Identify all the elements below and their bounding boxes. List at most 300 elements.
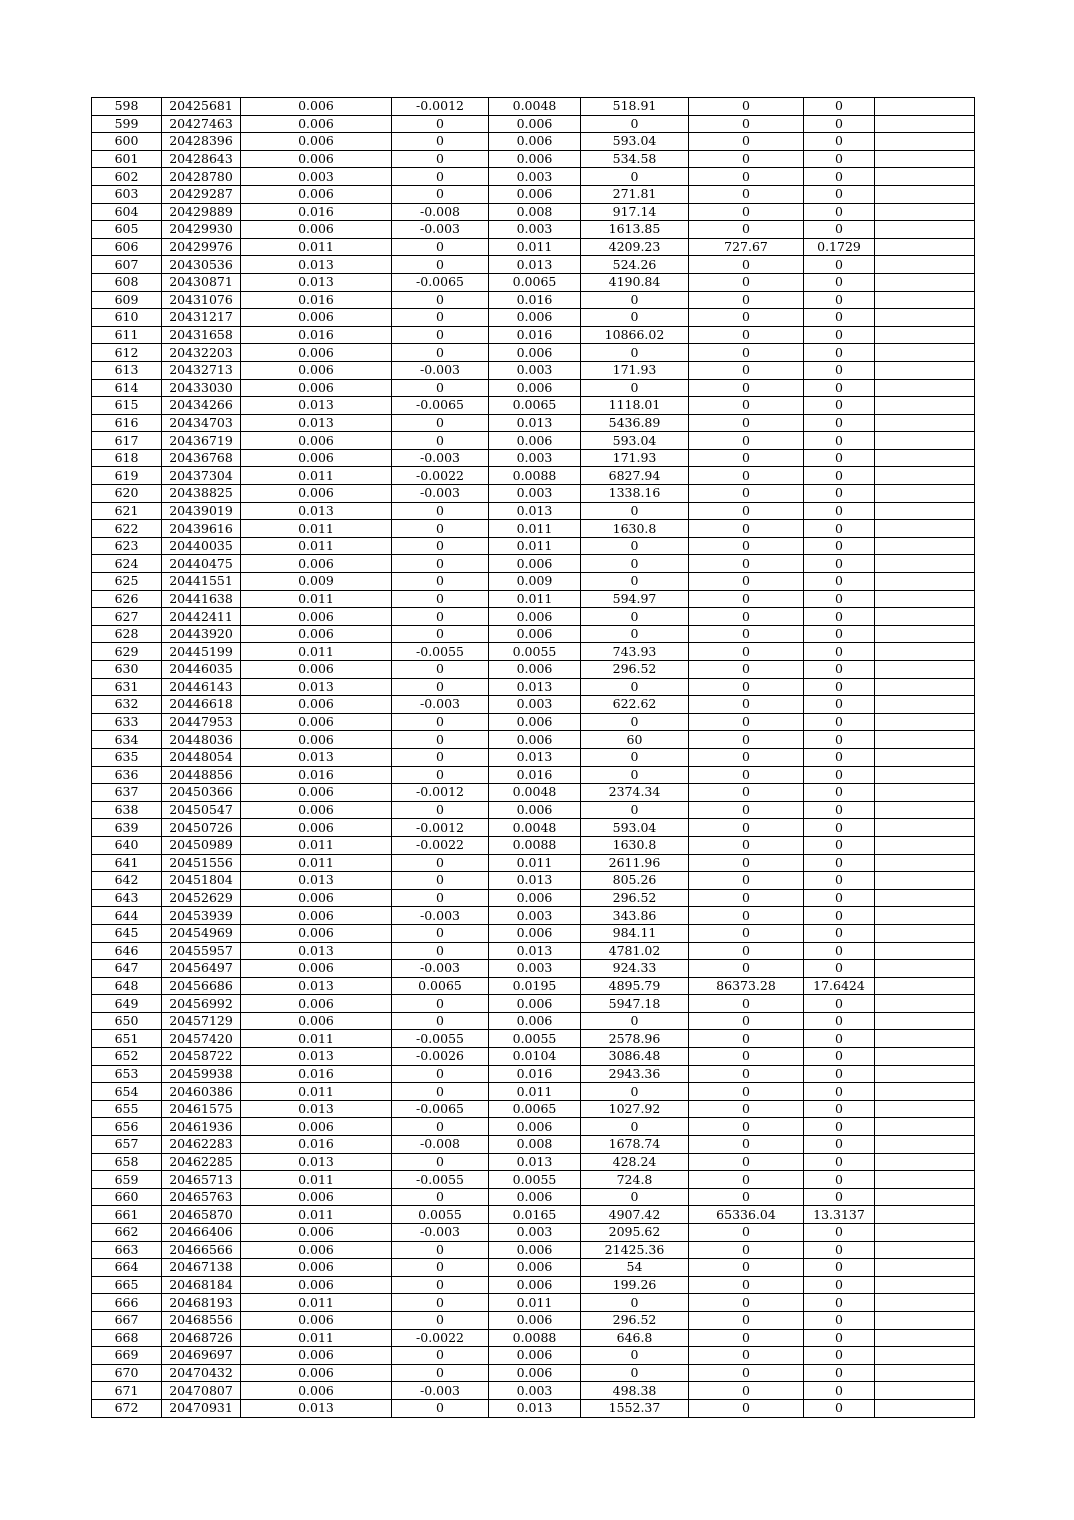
table-cell	[875, 397, 975, 415]
table-cell: 653	[92, 1065, 162, 1083]
table-cell: 0	[392, 326, 489, 344]
table-cell: 0	[689, 748, 804, 766]
table-cell: 618	[92, 449, 162, 467]
table-row	[92, 924, 975, 942]
table-cell: 0.013	[489, 678, 581, 696]
table-cell	[875, 1206, 975, 1224]
table-cell: 667	[92, 1311, 162, 1329]
table-cell: 0	[689, 1347, 804, 1365]
table-cell: 0	[581, 1118, 689, 1136]
table-cell: 0	[392, 731, 489, 749]
table-cell: 0	[689, 1259, 804, 1277]
table-cell: 0	[804, 643, 875, 661]
table-cell: 0.013	[489, 1399, 581, 1417]
table-cell: 624	[92, 555, 162, 573]
table-cell: 20431658	[162, 326, 241, 344]
table-cell: 0.006	[489, 731, 581, 749]
table-cell: 0	[689, 872, 804, 890]
table-row	[92, 872, 975, 890]
table-cell: 0	[392, 573, 489, 591]
table-cell: 0	[392, 1188, 489, 1206]
table-cell: 20469697	[162, 1347, 241, 1365]
table-cell: 428.24	[581, 1153, 689, 1171]
table-cell: 0.006	[241, 889, 392, 907]
table-cell: 20429976	[162, 238, 241, 256]
table-cell: 0.013	[241, 942, 392, 960]
table-row	[92, 1276, 975, 1294]
table-cell	[875, 1048, 975, 1066]
table-row	[92, 397, 975, 415]
table-cell	[875, 1171, 975, 1189]
table-cell: 0.006	[241, 1224, 392, 1242]
table-row	[92, 819, 975, 837]
table-cell: 0.0088	[489, 1329, 581, 1347]
table-cell: 633	[92, 713, 162, 731]
table-cell: 630	[92, 661, 162, 679]
table-cell: 0	[689, 485, 804, 503]
table-cell: 0	[581, 608, 689, 626]
table-row	[92, 1100, 975, 1118]
table-cell: 724.8	[581, 1171, 689, 1189]
table-cell: 0.011	[489, 520, 581, 538]
table-cell: 0.013	[489, 942, 581, 960]
table-row	[92, 344, 975, 362]
table-cell: 643	[92, 889, 162, 907]
table-cell: 0.011	[489, 590, 581, 608]
table-row	[92, 133, 975, 151]
table-cell: 602	[92, 168, 162, 186]
table-cell: 20430536	[162, 256, 241, 274]
table-row	[92, 168, 975, 186]
table-cell: 4209.23	[581, 238, 689, 256]
table-cell: 20437304	[162, 467, 241, 485]
table-cell: 607	[92, 256, 162, 274]
table-cell: 611	[92, 326, 162, 344]
table-cell: 0	[392, 942, 489, 960]
table-cell: 0.006	[241, 133, 392, 151]
table-cell: 20462283	[162, 1136, 241, 1154]
table-cell: 171.93	[581, 361, 689, 379]
table-cell: 171.93	[581, 449, 689, 467]
table-cell: 20458722	[162, 1048, 241, 1066]
table-cell: -0.003	[392, 1382, 489, 1400]
table-cell: 0.011	[489, 537, 581, 555]
table-cell: 606	[92, 238, 162, 256]
table-cell	[875, 1311, 975, 1329]
table-cell: 0	[392, 801, 489, 819]
table-cell: 628	[92, 625, 162, 643]
table-cell: 593.04	[581, 133, 689, 151]
table-row	[92, 326, 975, 344]
table-cell: 20468556	[162, 1311, 241, 1329]
table-cell: 0.013	[489, 872, 581, 890]
table-cell: 0	[392, 238, 489, 256]
table-cell: 0.0048	[489, 819, 581, 837]
table-cell: 0	[581, 1188, 689, 1206]
table-cell: 636	[92, 766, 162, 784]
table-row	[92, 836, 975, 854]
table-cell: 0	[689, 678, 804, 696]
table-cell	[875, 256, 975, 274]
table-row	[92, 573, 975, 591]
table-cell: 658	[92, 1153, 162, 1171]
table-cell: 660	[92, 1188, 162, 1206]
table-cell: 2374.34	[581, 784, 689, 802]
table-cell: 20434703	[162, 414, 241, 432]
table-cell: 617	[92, 432, 162, 450]
table-cell: 672	[92, 1399, 162, 1417]
table-cell: 0	[581, 555, 689, 573]
table-cell: 20446035	[162, 661, 241, 679]
table-cell: 0.0055	[489, 1171, 581, 1189]
table-cell	[875, 1364, 975, 1382]
table-cell	[875, 98, 975, 116]
table-cell: 0.009	[241, 573, 392, 591]
table-cell: 0.0065	[392, 977, 489, 995]
table-cell: 0	[689, 907, 804, 925]
table-row	[92, 150, 975, 168]
table-row	[92, 942, 975, 960]
table-cell: -0.0065	[392, 397, 489, 415]
table-cell: 805.26	[581, 872, 689, 890]
table-cell: 610	[92, 309, 162, 327]
table-cell: 0	[689, 379, 804, 397]
table-cell: 0	[804, 291, 875, 309]
table-cell: 0	[581, 379, 689, 397]
table-cell: 0	[392, 133, 489, 151]
table-cell: 0	[689, 273, 804, 291]
table-cell	[875, 1382, 975, 1400]
table-cell: 642	[92, 872, 162, 890]
table-cell: 13.3137	[804, 1206, 875, 1224]
table-cell: 0.006	[489, 661, 581, 679]
table-cell: 0.013	[241, 256, 392, 274]
table-cell: 20461936	[162, 1118, 241, 1136]
table-cell: 20446143	[162, 678, 241, 696]
table-row	[92, 221, 975, 239]
table-cell: 0.006	[489, 379, 581, 397]
table-cell: 625	[92, 573, 162, 591]
table-cell: 3086.48	[581, 1048, 689, 1066]
table-cell: 0	[581, 748, 689, 766]
table-cell: 0.013	[489, 414, 581, 432]
table-cell: 0	[689, 1224, 804, 1242]
table-cell: 20428643	[162, 150, 241, 168]
table-cell: 0.0055	[489, 1030, 581, 1048]
table-cell: -0.0012	[392, 784, 489, 802]
table-cell: 0	[804, 150, 875, 168]
table-cell: 0.011	[241, 467, 392, 485]
table-cell: 0.0048	[489, 784, 581, 802]
table-cell: 0.0088	[489, 467, 581, 485]
table-cell: 0	[804, 1329, 875, 1347]
table-cell: 0	[689, 309, 804, 327]
table-cell: 0.006	[489, 1241, 581, 1259]
table-cell: 0	[689, 643, 804, 661]
table-cell: 20445199	[162, 643, 241, 661]
table-cell: 0.006	[489, 133, 581, 151]
table-cell: 296.52	[581, 1311, 689, 1329]
table-cell: 0.011	[241, 836, 392, 854]
table-cell: 0.006	[489, 1118, 581, 1136]
table-cell: 0	[804, 449, 875, 467]
table-cell: 0	[689, 1382, 804, 1400]
table-cell: 296.52	[581, 889, 689, 907]
table-cell: -0.0055	[392, 643, 489, 661]
table-cell	[875, 889, 975, 907]
table-cell: 0	[392, 1311, 489, 1329]
table-cell: 0	[392, 1259, 489, 1277]
table-row	[92, 907, 975, 925]
table-cell: 0	[581, 1347, 689, 1365]
table-row	[92, 1294, 975, 1312]
table-cell: 1678.74	[581, 1136, 689, 1154]
table-cell: 0	[392, 150, 489, 168]
table-cell: 0.011	[489, 1294, 581, 1312]
table-cell: 0	[689, 98, 804, 116]
table-cell: 0	[392, 168, 489, 186]
table-cell: 0	[689, 1100, 804, 1118]
table-cell: 0	[804, 766, 875, 784]
table-cell: 0.006	[241, 1241, 392, 1259]
table-cell: 0	[392, 889, 489, 907]
table-cell: 2095.62	[581, 1224, 689, 1242]
table-cell: 20433030	[162, 379, 241, 397]
table-cell: 0.016	[241, 326, 392, 344]
table-cell: 20436768	[162, 449, 241, 467]
table-cell: 0	[392, 555, 489, 573]
table-cell: 0.013	[241, 1100, 392, 1118]
table-cell	[875, 361, 975, 379]
table-cell: 20450989	[162, 836, 241, 854]
table-cell: 0	[804, 326, 875, 344]
table-cell: -0.003	[392, 1224, 489, 1242]
table-cell: 0	[392, 854, 489, 872]
table-cell: 0	[392, 185, 489, 203]
table-cell: 0	[689, 1294, 804, 1312]
table-cell: 1027.92	[581, 1100, 689, 1118]
table-cell: 0	[689, 1083, 804, 1101]
table-cell: 1613.85	[581, 221, 689, 239]
table-cell: 0.013	[241, 748, 392, 766]
table-cell	[875, 379, 975, 397]
table-cell: 0.0104	[489, 1048, 581, 1066]
table-cell: 0.006	[489, 995, 581, 1013]
table-cell: 0	[392, 309, 489, 327]
table-cell: 0.006	[241, 713, 392, 731]
table-cell: 20457129	[162, 1012, 241, 1030]
table-row	[92, 555, 975, 573]
table-cell: 10866.02	[581, 326, 689, 344]
table-row	[92, 1012, 975, 1030]
table-cell	[875, 537, 975, 555]
table-cell	[875, 1083, 975, 1101]
table-cell	[875, 1136, 975, 1154]
table-cell: 0	[392, 537, 489, 555]
table-cell	[875, 942, 975, 960]
table-cell: 655	[92, 1100, 162, 1118]
table-cell: 0	[392, 766, 489, 784]
table-cell	[875, 907, 975, 925]
table-cell: 0.011	[241, 537, 392, 555]
table-cell: 0	[689, 766, 804, 784]
table-cell	[875, 1118, 975, 1136]
table-cell: 0.006	[241, 1311, 392, 1329]
table-cell: 622	[92, 520, 162, 538]
table-cell: 0.006	[489, 150, 581, 168]
table-cell	[875, 291, 975, 309]
table-cell	[875, 977, 975, 995]
table-cell	[875, 1294, 975, 1312]
table-cell: 0	[689, 344, 804, 362]
table-cell: 638	[92, 801, 162, 819]
table-cell: 0.013	[241, 1399, 392, 1417]
table-row	[92, 1206, 975, 1224]
table-cell: 0	[804, 836, 875, 854]
table-cell: 0.011	[241, 1206, 392, 1224]
table-cell: 0.003	[489, 449, 581, 467]
table-cell: 0	[581, 625, 689, 643]
table-cell	[875, 1259, 975, 1277]
table-cell	[875, 696, 975, 714]
table-cell: 0	[392, 1399, 489, 1417]
table-cell: 524.26	[581, 256, 689, 274]
table-cell	[875, 432, 975, 450]
table-cell: 296.52	[581, 661, 689, 679]
table-cell: 0	[689, 221, 804, 239]
table-row	[92, 713, 975, 731]
table-cell	[875, 449, 975, 467]
table-cell	[875, 133, 975, 151]
table-cell: 669	[92, 1347, 162, 1365]
table-cell: 727.67	[689, 238, 804, 256]
table-cell: 644	[92, 907, 162, 925]
table-cell: 0	[392, 1012, 489, 1030]
table-cell: 0.006	[241, 960, 392, 978]
table-cell	[875, 273, 975, 291]
table-cell: 656	[92, 1118, 162, 1136]
table-cell: 0	[689, 115, 804, 133]
table-cell: 641	[92, 854, 162, 872]
table-cell: 0	[689, 1364, 804, 1382]
table-cell: -0.003	[392, 221, 489, 239]
table-cell: 0	[804, 98, 875, 116]
table-cell: 0	[689, 1136, 804, 1154]
table-cell	[875, 1012, 975, 1030]
table-cell: 0.006	[489, 185, 581, 203]
table-cell	[875, 1276, 975, 1294]
table-cell: 0.0055	[489, 643, 581, 661]
table-cell: 0	[804, 573, 875, 591]
table-cell: 0	[804, 784, 875, 802]
table-cell: 20460386	[162, 1083, 241, 1101]
table-cell: 0	[804, 854, 875, 872]
table-cell: 0.006	[241, 115, 392, 133]
table-cell: 0	[689, 185, 804, 203]
table-cell: 608	[92, 273, 162, 291]
table-cell	[875, 1347, 975, 1365]
table-cell: 20448856	[162, 766, 241, 784]
table-cell	[875, 1065, 975, 1083]
table-cell: 0.003	[489, 696, 581, 714]
table-cell: 0	[689, 1065, 804, 1083]
table-cell: 604	[92, 203, 162, 221]
table-cell: 0.013	[241, 1153, 392, 1171]
table-cell: 0	[689, 326, 804, 344]
table-row	[92, 1118, 975, 1136]
table-cell: 0.006	[241, 661, 392, 679]
table-cell: 0	[689, 520, 804, 538]
table-cell: 0	[804, 872, 875, 890]
table-cell: 0.006	[489, 115, 581, 133]
table-cell: 20451804	[162, 872, 241, 890]
table-cell: 0	[804, 1100, 875, 1118]
table-cell: 0	[804, 1083, 875, 1101]
table-cell: 0.006	[241, 1188, 392, 1206]
table-cell: 0.003	[241, 168, 392, 186]
table-cell: 0	[689, 1241, 804, 1259]
table-cell: 917.14	[581, 203, 689, 221]
table-cell	[875, 960, 975, 978]
table-cell: 0	[689, 801, 804, 819]
table-cell: 616	[92, 414, 162, 432]
table-cell: 0	[804, 361, 875, 379]
table-row	[92, 731, 975, 749]
table-cell: 0.006	[489, 1188, 581, 1206]
table-row	[92, 1311, 975, 1329]
table-cell: 635	[92, 748, 162, 766]
table-cell: 0	[689, 819, 804, 837]
table-cell	[875, 784, 975, 802]
table-cell: 0	[392, 678, 489, 696]
table-cell: 649	[92, 995, 162, 1013]
table-cell: 0	[689, 449, 804, 467]
table-cell: 0.006	[241, 185, 392, 203]
table-cell: 20470807	[162, 1382, 241, 1400]
table-cell: 0	[689, 537, 804, 555]
table-cell: 659	[92, 1171, 162, 1189]
table-cell: 621	[92, 502, 162, 520]
table-cell: 20453939	[162, 907, 241, 925]
table-cell: 593.04	[581, 819, 689, 837]
table-cell: 0.006	[241, 98, 392, 116]
table-cell	[875, 1241, 975, 1259]
table-cell: 20450547	[162, 801, 241, 819]
table-cell: 343.86	[581, 907, 689, 925]
table-row	[92, 1364, 975, 1382]
table-cell: 4895.79	[581, 977, 689, 995]
table-cell: 0	[804, 696, 875, 714]
table-cell: 0.016	[489, 1065, 581, 1083]
table-cell: 0.011	[241, 643, 392, 661]
table-cell: 0.016	[489, 766, 581, 784]
table-cell: 0.006	[241, 625, 392, 643]
table-row	[92, 520, 975, 538]
table-row	[92, 1329, 975, 1347]
table-cell	[875, 661, 975, 679]
table-cell: 20432203	[162, 344, 241, 362]
table-cell: 0.006	[241, 379, 392, 397]
table-cell: 0	[392, 379, 489, 397]
table-cell: -0.008	[392, 1136, 489, 1154]
table-cell: 0	[689, 1118, 804, 1136]
table-cell: 518.91	[581, 98, 689, 116]
table-cell: -0.003	[392, 960, 489, 978]
table-cell: 743.93	[581, 643, 689, 661]
table-cell: 0.006	[241, 1347, 392, 1365]
table-cell: 0	[804, 555, 875, 573]
table-cell: 0	[804, 537, 875, 555]
